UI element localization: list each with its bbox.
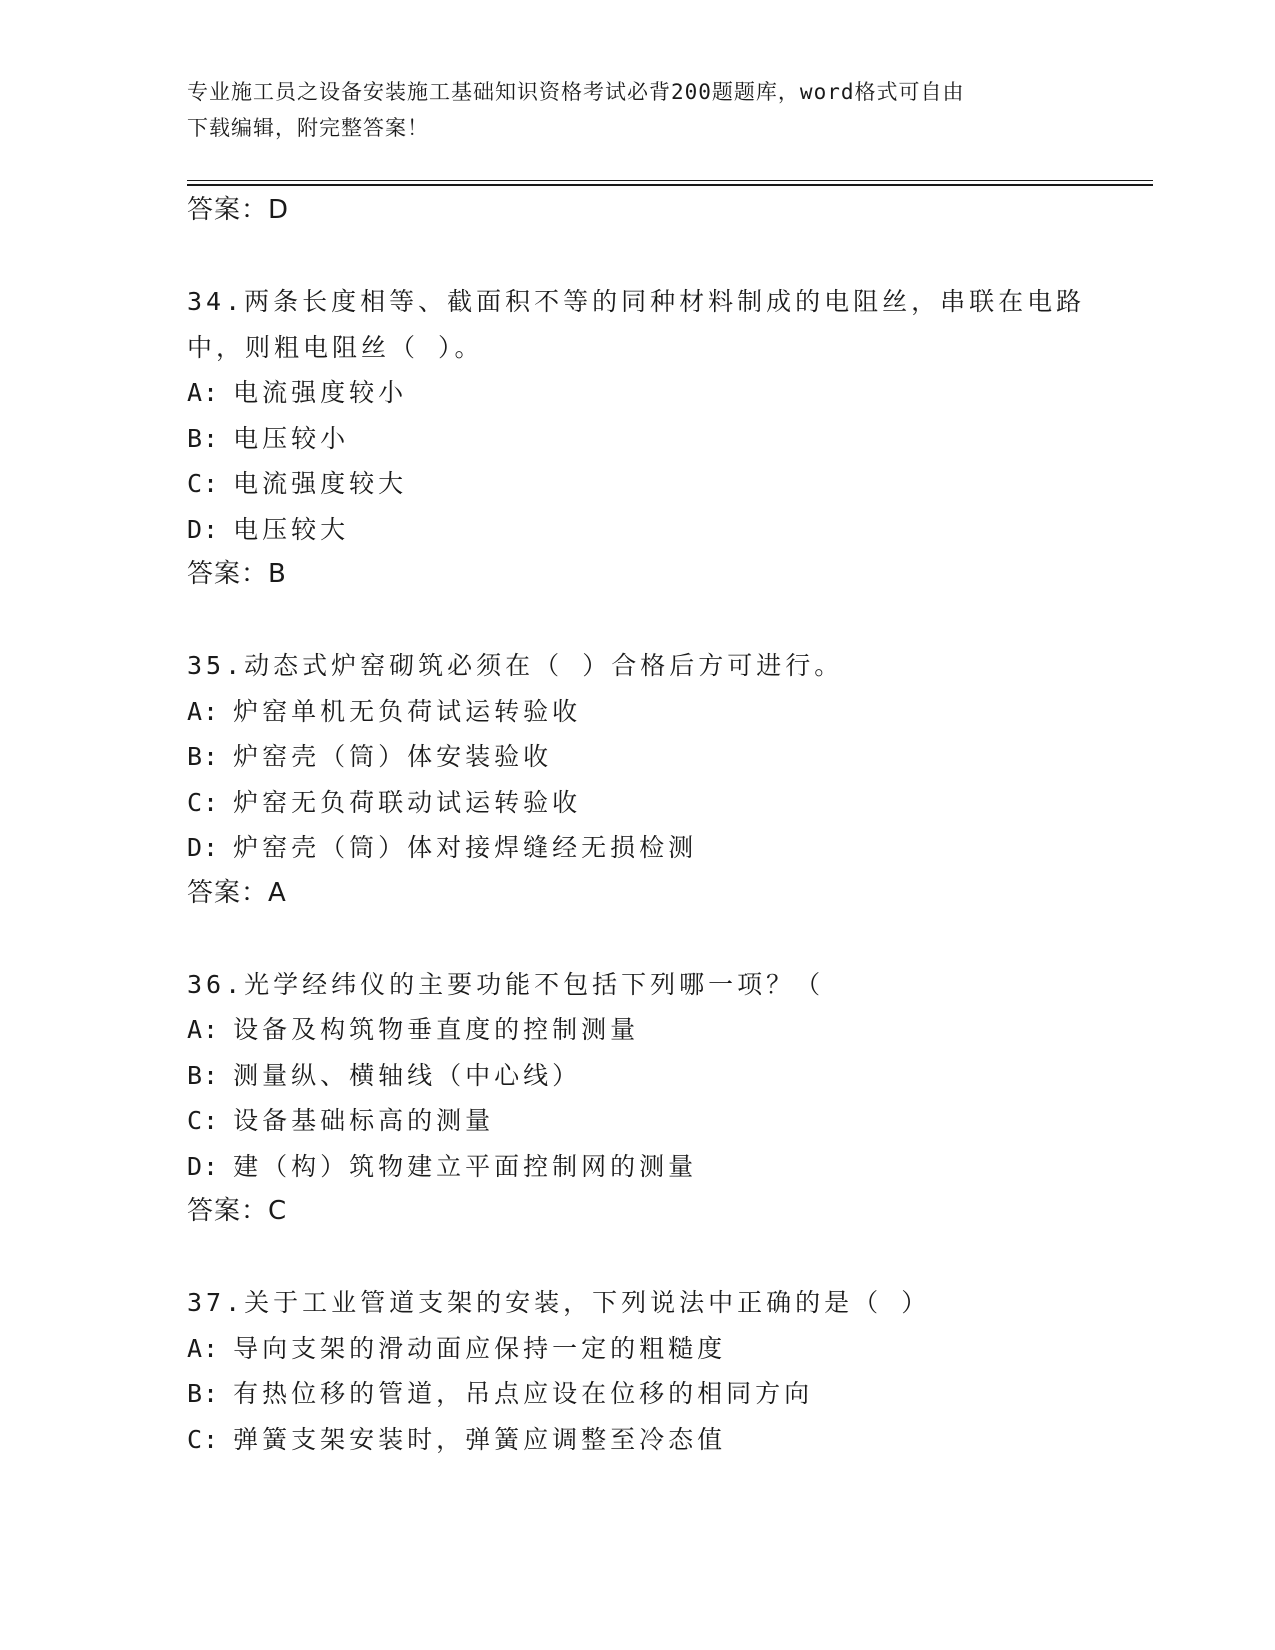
option-text: 电压较小 xyxy=(233,423,350,453)
option-label: B: xyxy=(187,742,220,771)
option-d xyxy=(187,507,1087,553)
header-line-2: 下载编辑，附完整答案！ xyxy=(187,116,429,140)
option-label: B: xyxy=(187,1379,220,1408)
option-c xyxy=(187,461,1087,507)
option-label: D: xyxy=(187,514,220,544)
header-rule-thick xyxy=(187,184,1153,186)
option-c xyxy=(187,1417,1087,1463)
option-label: C: xyxy=(187,1424,220,1454)
question-text: 36.光学经纬仪的主要功能不包括下列哪一项？（ xyxy=(187,969,825,999)
option-label: D: xyxy=(187,833,220,862)
option-d xyxy=(187,1144,1087,1190)
option-c xyxy=(187,780,1087,826)
option-label: D: xyxy=(187,1151,220,1181)
option-label: A: xyxy=(187,378,220,407)
option-text: 有热位移的管道，吊点应设在位移的相同方向 xyxy=(233,1379,814,1408)
option-label: A: xyxy=(187,1333,220,1363)
option-a xyxy=(187,1326,1087,1372)
option-text: 设备及构筑物垂直度的控制测量 xyxy=(233,1015,640,1044)
question-text: 35.动态式炉窑砌筑必须在（ ）合格后方可进行。 xyxy=(187,651,844,680)
option-label: C: xyxy=(187,1106,220,1135)
option-a xyxy=(187,370,1087,416)
option-label: B: xyxy=(187,1060,220,1090)
option-text: 电流强度较小 xyxy=(233,378,408,407)
question-36 xyxy=(187,962,1087,1235)
option-a xyxy=(187,1007,1087,1053)
option-text: 电压较大 xyxy=(233,514,350,544)
option-text: 炉窑壳（筒）体安装验收 xyxy=(233,742,553,771)
answer-line xyxy=(187,188,1087,233)
option-label: C: xyxy=(187,469,220,498)
option-label: B: xyxy=(187,423,220,453)
answer-line xyxy=(187,552,1087,597)
option-text: 炉窑无负荷联动试运转验收 xyxy=(233,787,582,817)
answer-value: D xyxy=(268,195,290,225)
option-text: 弹簧支架安装时，弹簧应调整至冷态值 xyxy=(233,1424,727,1454)
header-line-1: 专业施工员之设备安装施工基础知识资格考试必背200题题库，word格式可自由 xyxy=(187,80,965,104)
option-b xyxy=(187,1371,1087,1417)
header-rule-thin xyxy=(187,180,1153,181)
question-35 xyxy=(187,643,1087,916)
option-b xyxy=(187,734,1087,780)
answer-value: B xyxy=(268,559,287,589)
option-text: 建（构）筑物建立平面控制网的测量 xyxy=(233,1151,698,1181)
option-text: 炉窑壳（筒）体对接焊缝经无损检测 xyxy=(233,833,698,862)
option-text: 设备基础标高的测量 xyxy=(233,1106,495,1135)
document-header xyxy=(187,74,1077,146)
option-a xyxy=(187,689,1087,735)
option-text: 电流强度较大 xyxy=(233,469,408,498)
option-d xyxy=(187,825,1087,871)
option-text: 炉窑单机无负荷试运转验收 xyxy=(233,696,582,726)
question-34 xyxy=(187,279,1087,597)
question-37 xyxy=(187,1280,1087,1462)
option-text: 测量纵、横轴线（中心线） xyxy=(233,1060,582,1090)
answer-prefix: 答案： xyxy=(187,877,269,908)
option-c xyxy=(187,1098,1087,1144)
option-label: C: xyxy=(187,787,220,817)
question-text-continued: 中，则粗电阻丝（ ）。 xyxy=(187,332,484,362)
answer-prefix: 答案： xyxy=(187,195,269,225)
answer-value: C xyxy=(268,1196,288,1226)
question-text: 34.两条长度相等、截面积不等的同种材料制成的电阻丝，串联在电路 xyxy=(187,287,1086,316)
option-label: A: xyxy=(187,1015,220,1044)
answer-prefix: 答案： xyxy=(187,559,269,589)
option-b xyxy=(187,1053,1087,1099)
option-label: A: xyxy=(187,696,220,726)
question-list xyxy=(187,188,1087,1462)
answer-value: A xyxy=(268,877,287,908)
answer-line xyxy=(187,1189,1087,1234)
answer-prefix: 答案： xyxy=(187,1196,269,1226)
option-text: 导向支架的滑动面应保持一定的粗糙度 xyxy=(233,1333,727,1363)
answer-line xyxy=(187,871,1087,916)
option-b xyxy=(187,416,1087,462)
question-text: 37.关于工业管道支架的安装，下列说法中正确的是（ ） xyxy=(187,1288,931,1317)
